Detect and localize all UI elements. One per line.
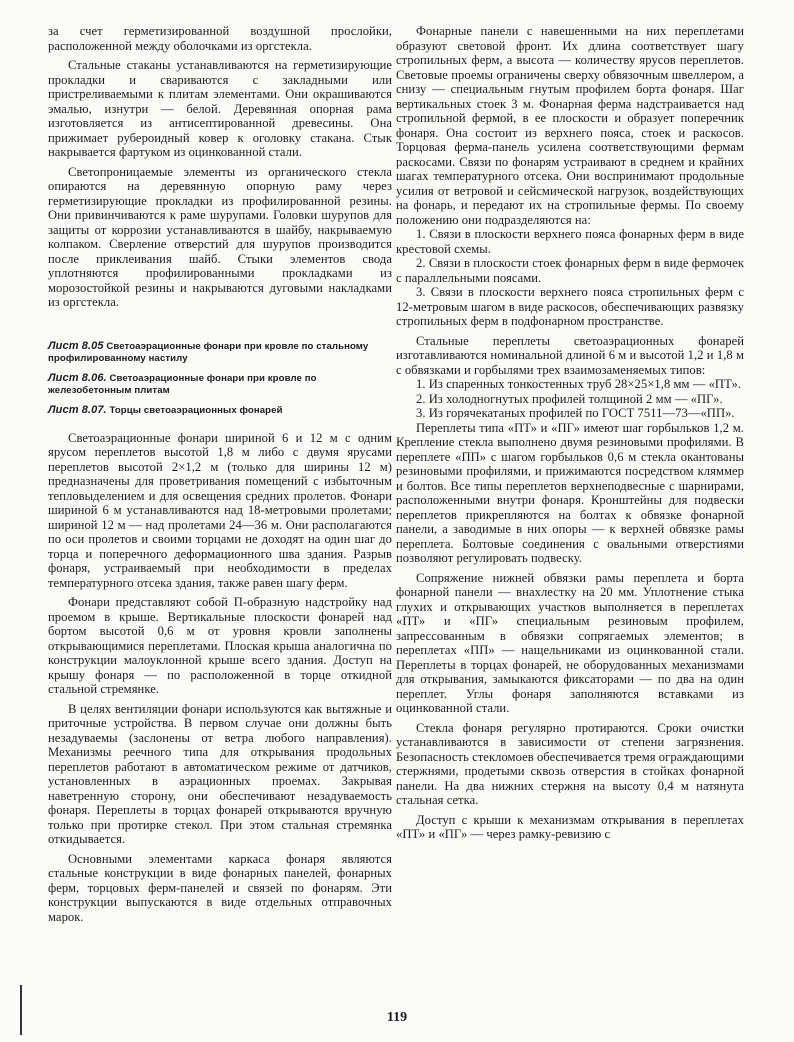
sheet-number: Лист 8.05	[48, 339, 104, 352]
left-column	[48, 24, 392, 924]
sheet-number: Лист 8.07.	[48, 403, 107, 416]
sheet-number: Лист 8.06.	[48, 371, 107, 384]
paragraph: Стальные стаканы устанавливаются на герметизирующие прокладки и свариваются с закладными или пристреливаемыми к плитам элементами. Они окрашиваются эмалью, изнутри — белой. Деревянная опорная рама изготовляется из антисептированной древесины. Она прижимает рубероидный ковер к оголовку стакана. Стык накрывается фартуком из оцинкованной стали.	[48, 58, 392, 159]
sheet-title: Светоаэрационные фонари при кровле по стальному профилированному настилу	[48, 340, 369, 364]
list-item: 1. Из спаренных тонкостенных труб 28×25×1,8 мм — «ПТ».	[416, 377, 742, 391]
paragraph: Стекла фонаря регулярно протираются. Сроки очистки устанавливаются в зависимости от степени загрязнения. Безопасность стекломоев обеспечивается тремя ограждающими стержнями, продетыми сквозь отверстия в стойках фонарной панели. На два нижних стержня на высоту 0,4 м натянута стальная сетка.	[396, 720, 744, 807]
list-item: 3. Из горячекатаных профилей по ГОСТ 7511—73—«ПП».	[416, 406, 735, 420]
paragraph: Сопряжение нижней обвязки рамы переплета и борта фонарной панели — внахлестку на 20 мм. Уплотнение стыка глухих и открывающих участков выполняется в переплетах «ПТ» и «ПГ» специальным резиновым профилем, запрессованным в обвязки сопрягаемых элементов; в переплетах «ПП» — нащельниками из оцинкованной стали. Переплеты в торцах фонарей, не оборудованных механизмами для открывания, замыкаются фиксаторами — по два на один переплет. Углы фонаря заполняются вставками из оцинкованной стали.	[396, 570, 744, 715]
paragraph: Светоаэрационные фонари шириной 6 и 12 м с одним ярусом переплетов высотой 1,8 м либо с двумя ярусами переплетов высотой 2×1,2 м (только для ширины 12 м) предназначены для проветривания помещений с избыточным тепловыделением и для освещения средних пролетов. Фонари шириной 6 м устанавливаются над 18-метровыми пролетами; шириной 12 м — над пролетами 24—36 м. Они располагаются по оси пролетов и своими торцами не доходят на один шаг до торца и поперечного деформационного шва здания. Разрыв фонаря, устраиваемый при необходимости в пределах температурного отсека здания, также равен шагу ферм.	[48, 430, 392, 590]
paragraph: Стальные переплеты светоаэрационных фонарей изготавливаются номинальной длиной 6 м и высотой 1,2 и 1,8 м с обвязками и горбылями трех взаимозаменяемых типов:	[396, 333, 744, 377]
paragraph: Фонарные панели с навешенными на них переплетами образуют световой фронт. Их длина соответствует шагу стропильных ферм, а высота — количеству ярусов переплетов. Световые проемы ограничены сверху обвязочным швеллером, а снизу — специальным гнутым профилем борта фонаря. Шаг вертикальных стоек 3 м. Фонарная ферма надстраивается над стропильной фермой, в ее плоскости и образует поперечник фонаря. Она состоит из верхнего пояса, стоек и раскосов. Торцовая ферма-панель усилена соответствующими фермам раскосами. Связи по фонарям устраивают в среднем и крайних шагах температурного отсека. Они воспринимают продольные усилия от ветровой и сейсмической нагрузок, воздействующих на фонарь, и передают их на стропильные фермы. По своему положению они подразделяются на:	[396, 24, 744, 227]
paragraph: Фонари представляют собой П-образную надстройку над проемом в крыше. Вертикальные плоскости фонарей над бортом высотой 0,6 м от уровня кровли заполнены открывающимися переплетами. Плоская крыша аналогична по конструкции малоуклонной крыше всего здания. Доступ на крышу фонаря — по расположенной в торце откидной стальной стремянке.	[48, 595, 392, 696]
sheet-title: Торцы светоаэрационных фонарей	[109, 404, 283, 416]
paragraph: Доступ с крыши к механизмам открывания в переплетах «ПТ» и «ПГ» — через рамку-ревизию с	[396, 812, 744, 841]
sheet-heading	[48, 340, 392, 365]
sheet-heading	[48, 372, 392, 397]
list-item: 2. Связи в плоскости стоек фонарных ферм в виде фермочек с параллельными поясами.	[396, 256, 744, 285]
page-number: 119	[386, 1010, 408, 1025]
paragraph: В целях вентиляции фонари используются как вытяжные и приточные устройства. В первом случае они должны быть незадуваемы (заслонены от ветра любого направления). Механизмы реечного типа для открывания продольных переплетов работают в автоматическом режиме от датчиков, установленных в аэрационных проемах. Закрывая наветренную сторону, они обеспечивают незадуваемость фонаря. Переплеты в торцах фонарей открываются вручную только при протирке стекол. При этом стальная стремянка откидывается.	[48, 701, 392, 846]
right-column	[396, 24, 744, 842]
sheet-title: Светоаэрационные фонари при кровле по железобетонным плитам	[48, 372, 317, 396]
list-item: 2. Из холодногнутых профилей толщиной 2 мм — «ПГ».	[416, 391, 723, 406]
paragraph: Светопроницаемые элементы из органического стекла опираются на деревянную опорную раму через герметизирующие прокладки из профилированной резины. Они привинчиваются к раме шурупами. Головки шурупов для защиты от коррозии устанавливаются в шайбу, накрываемую колпаком. Сверление отверстий для шурупов производится после приклеивания шайб. Стыки элементов свода уплотняются профилированными прокладками из морозостойкой резины и накрываются дуговыми накладками из оргстекла.	[48, 164, 392, 309]
paragraph: Переплеты типа «ПТ» и «ПГ» имеют шаг горбыльков 1,2 м. Крепление стекла выполнено двумя резиновыми профилями. В переплете «ПП» с шагом горбыльков 0,6 м стекла окантованы резиновыми профилями, и прижимаются посредством кляммер и болтов. Все типы переплетов верхнеподвесные с шарнирами, расположенными внутри фонаря. Кронштейны для подвески переплетов прикрепляются на болтах к обвязке фонарной панели, а заводимые в них опоры — к верхней обвязке рамы переплета. Болтовые соединения с овальными отверстиями позволяют регулировать подвеску.	[396, 420, 744, 565]
paragraph: за счет герметизированной воздушной прослойки, расположенной между оболочками из оргстекла.	[48, 24, 392, 53]
sheet-heading	[48, 404, 392, 417]
list-item: 3. Связи в плоскости верхнего пояса стропильных ферм с 12-метровым шагом в виде раскосов, обеспечивающих развязку стропильных ферм в подфонарном пространстве.	[396, 285, 744, 328]
paragraph: Основными элементами каркаса фонаря являются стальные конструкции в виде фонарных панелей, фонарных ферм, торцовых ферм-панелей и связей по фонарям. Эти конструкции выпускаются в виде отдельных отправочных марок.	[48, 851, 392, 924]
list-item: 1. Связи в плоскости верхнего пояса фонарных ферм в виде крестовой схемы.	[396, 227, 744, 256]
